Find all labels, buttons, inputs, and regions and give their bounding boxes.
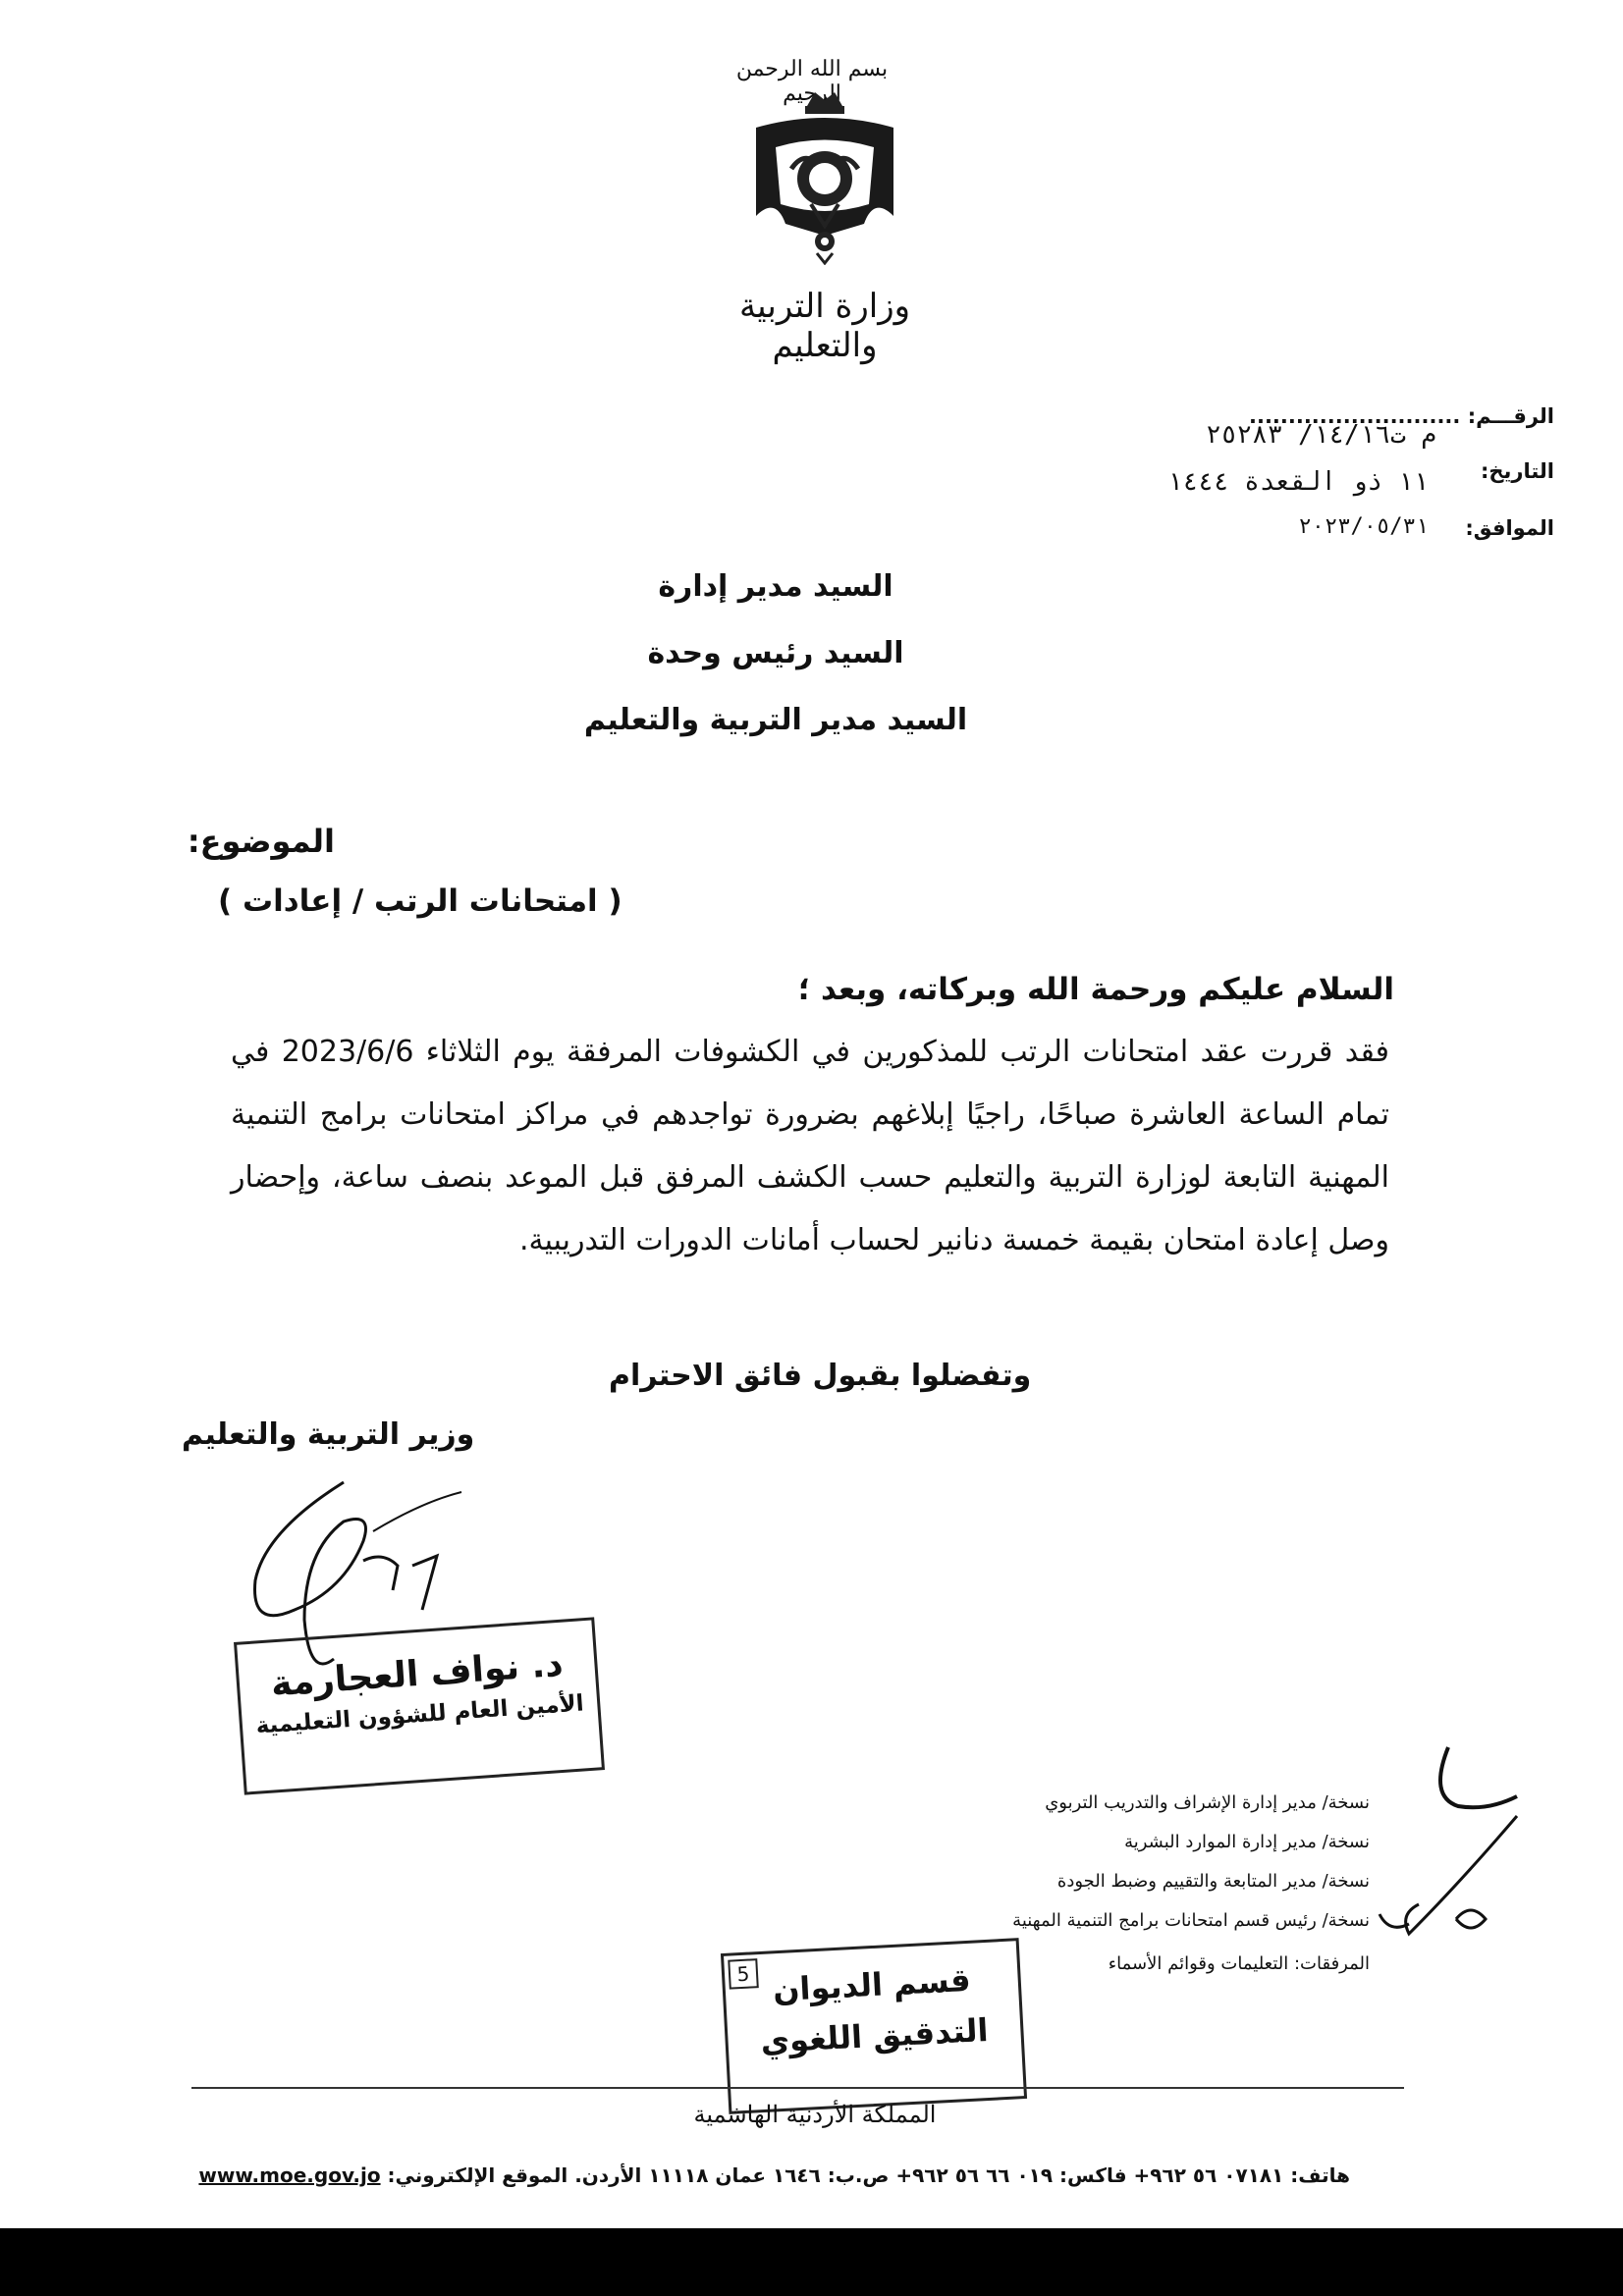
diwan-stamp-line1: قسم الديوان	[772, 1960, 972, 2009]
stamp-name: د. نواف العجارمة	[269, 1643, 565, 1705]
copy-line-3: نسخة/ مدير المتابعة والتقييم وضبط الجودة	[1056, 1871, 1370, 1892]
reference-number: الرقـــم: ...........................	[1248, 404, 1554, 428]
footer-divider	[191, 2087, 1404, 2089]
footer-website-link[interactable]: www.moe.gov.jo	[198, 2163, 381, 2187]
reference-corresponding-value: ٢٠٢٣/٠٥/٣١	[1298, 514, 1429, 539]
copy-line-4: نسخة/ رئيس قسم امتحانات برامج التنمية المهنية	[1012, 1910, 1370, 1931]
reference-date-value: ١١ ذو القعدة ١٤٤٤	[1166, 467, 1429, 497]
initials-icon	[1370, 1737, 1527, 1973]
small-mark-icon	[1451, 1899, 1490, 1939]
reference-date-label: التاريخ:	[1480, 459, 1554, 483]
attachments-line: المرفقات: التعليمات وقوائم الأسماء	[1108, 1953, 1370, 1974]
addressee-2: السيد رئيس وحدة	[647, 636, 904, 670]
subject-label: الموضوع:	[187, 823, 335, 860]
reference-corresponding-label: الموافق:	[1465, 516, 1554, 540]
signatory: وزير التربية والتعليم	[182, 1417, 475, 1452]
reference-number-label: الرقـــم:	[1467, 404, 1554, 428]
reference-number-value: م ت١٤/١٦/ ٢٥٢٨٣	[1206, 420, 1436, 450]
basmala: بسم الله الرحمن الرحيم	[735, 57, 889, 106]
coat-of-arms-icon	[746, 88, 903, 265]
copy-line-2: نسخة/ مدير إدارة الموارد البشرية	[1124, 1832, 1370, 1852]
signature-stamp	[234, 1617, 605, 1794]
diwan-stamp-line2: التدقيق اللغوي	[759, 2010, 990, 2061]
scan-bottom-band	[0, 2228, 1623, 2296]
greeting: السلام عليكم ورحمة الله وبركاته، وبعد ؛	[797, 972, 1394, 1007]
stamp-title: الأمين العام للشؤون التعليمية	[254, 1690, 585, 1739]
copy-line-1: نسخة/ مدير إدارة الإشراف والتدريب التربوي	[1045, 1792, 1370, 1813]
closing: وتفضلوا بقبول فائق الاحترام	[609, 1359, 1032, 1393]
ministry-name: وزارة التربية والتعليم	[738, 287, 911, 365]
subject-text: ( امتحانات الرتب / إعادات )	[218, 883, 622, 919]
footer-kingdom: المملكة الأردنية الهاشمية	[693, 2101, 937, 2128]
footer-contact	[198, 2163, 1350, 2187]
diwan-stamp-number: 5	[728, 1958, 759, 1990]
addressee-1: السيد مدير إدارة	[658, 569, 893, 604]
reference-corresponding	[1465, 516, 1554, 540]
footer-contact-text: هاتف: ٠٧١٨١ ٥٦ ٩٦٢+ فاكس: ٠١٩ ٦٦ ٥٦ ٩٦٢+ ص.ب: ١٦٤٦ عمان ١١١١٨ الأردن. الموقع الإلكتروني:	[387, 2163, 1350, 2187]
body-paragraph: فقد قررت عقد امتحانات الرتب للمذكورين في الكشوفات المرفقة يوم الثلاثاء 2023/6/6 في تمام الساعة العاشرة صباحًا، راجيًا إبلاغهم بضرورة تواجدهم في مراكز امتحانات برامج التنمية المهنية التابعة لوزارة التربية والتعليم حسب الكشف المرفق قبل الموعد بنصف ساعة، وإحضار وصل إعادة امتحان بقيمة خمسة دنانير لحساب أمانات الدورات التدريبية.	[231, 1035, 1389, 1257]
addressee-3: السيد مدير التربية والتعليم	[583, 703, 968, 737]
reference-date	[1481, 459, 1554, 483]
